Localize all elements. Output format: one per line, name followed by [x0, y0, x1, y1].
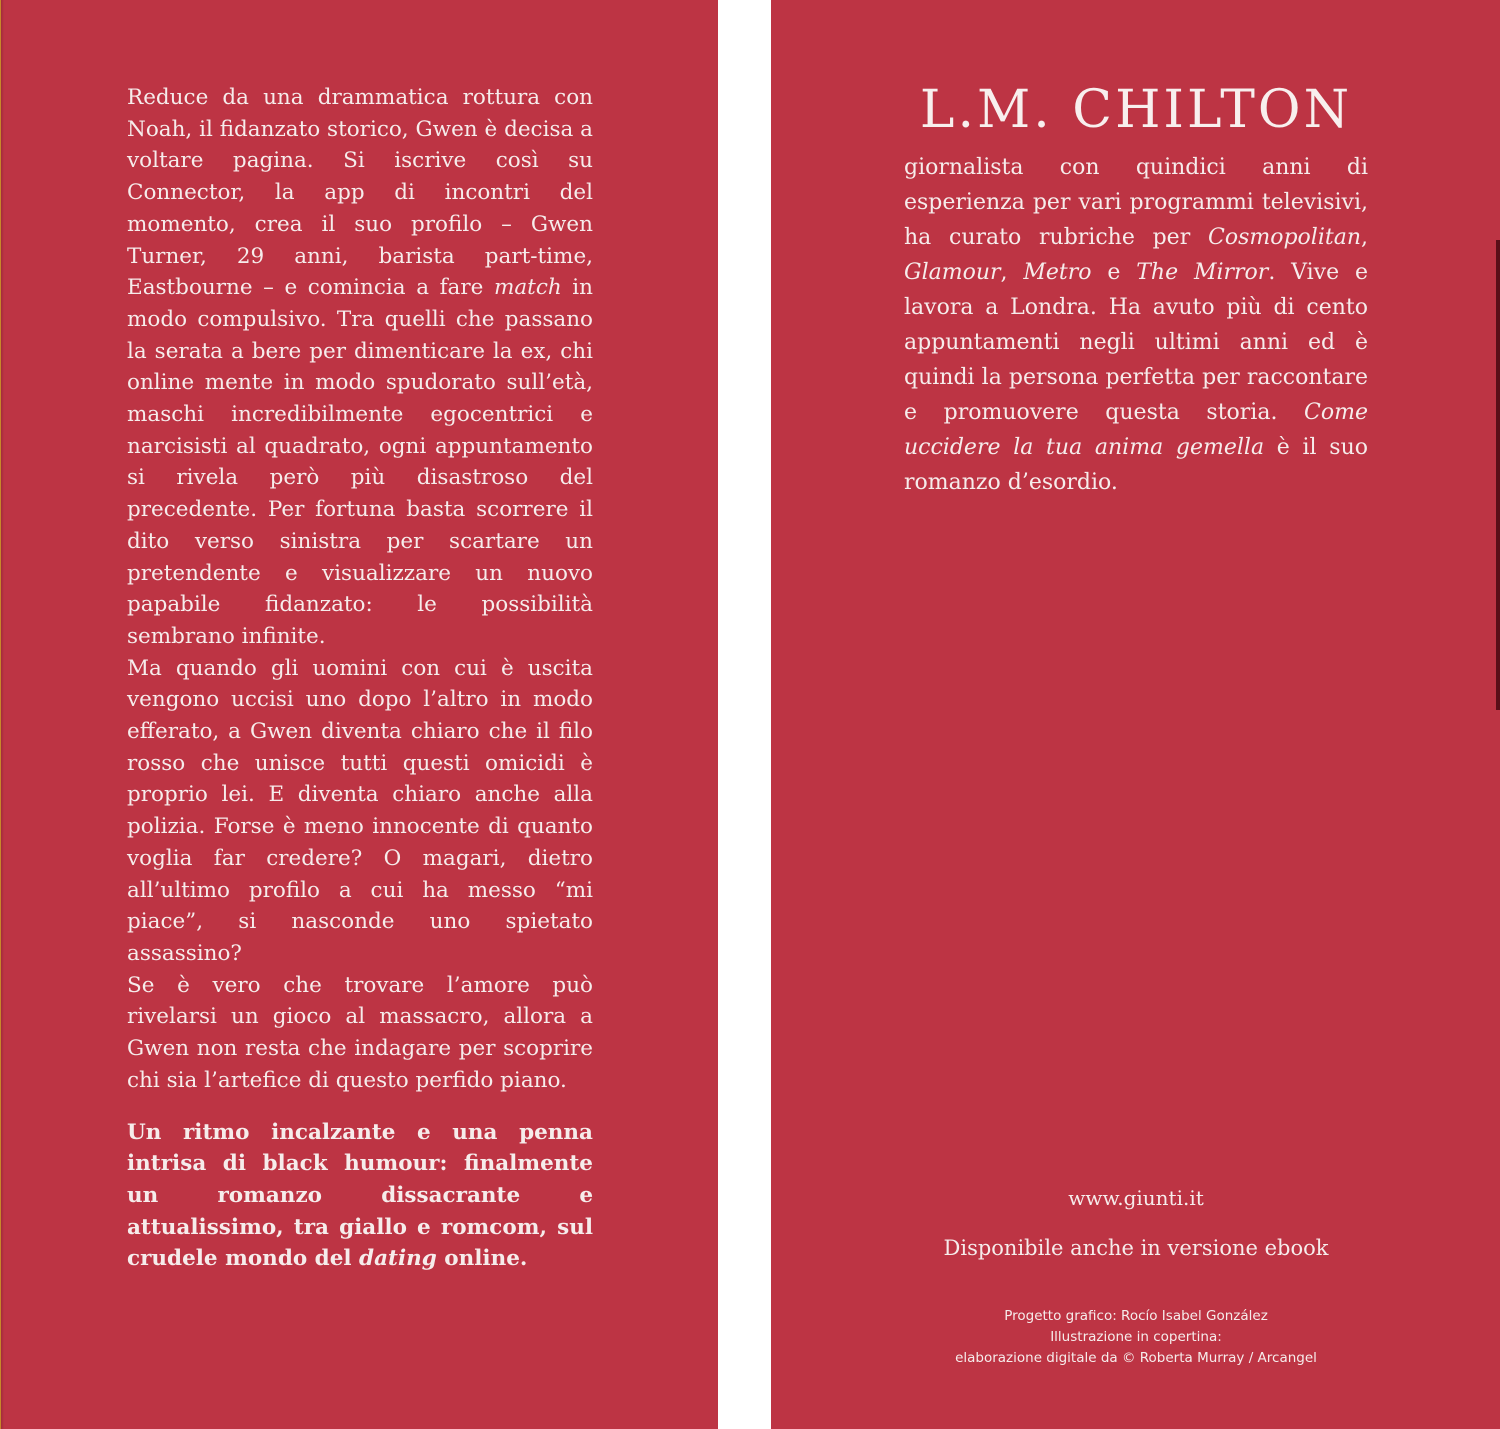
ebook-notice: Disponibile anche in versione ebook	[943, 1236, 1329, 1260]
text-run: online.	[436, 1246, 528, 1272]
author-bio	[904, 150, 1368, 500]
text-run: giornalista con quindici anni di esperienza per vari programmi televisivi, ha curato rubriche per	[904, 155, 1368, 250]
italic-run: Cosmopolitan	[1207, 225, 1361, 250]
text-run: ,	[1000, 260, 1024, 285]
credit-line: Progetto grafico: Rocío Isabel González	[1004, 1308, 1268, 1324]
text-run: Reduce da una drammatica rottura con Noah, il fidanzato storico, Gwen è decisa a voltare pagina. Si iscrive così su Connector, la app di incontri del momento, crea il suo profilo – Gwen Turner, 29 anni, barista part-time, Eastbourne – e comincia a fare	[127, 85, 593, 301]
italic-run: Metro	[1023, 260, 1092, 285]
credit-line: elaborazione digitale da © Roberta Murray / Arcangel	[955, 1350, 1317, 1366]
text-run: Ma quando gli uomini con cui è uscita vengono uccisi uno dopo l’altro in modo efferato, a Gwen diventa chiaro che il filo rosso che unisce tutti questi omicidi è proprio lei. E diventa chiaro anche alla polizia. Forse è meno innocente di quanto voglia far credere? O magari, dietro all’ultimo profilo a cui ha messo “mi piace”, si nasconde uno spietato assassino?	[127, 655, 593, 966]
flap-edge-dark	[1496, 240, 1500, 710]
text-run: Se è vero che trovare l’amore può rivelarsi un gioco al massacro, allora a Gwen non resta che indagare per scoprire chi sia l’artefice di questo perfido piano.	[127, 972, 593, 1093]
author-name: L.M. CHILTON	[919, 80, 1353, 140]
italic-run: dating	[359, 1246, 437, 1272]
synopsis-paragraph-2	[127, 653, 593, 970]
text-run: è il suo romanzo d’esordio.	[904, 435, 1368, 495]
credit-line: Illustrazione in copertina:	[1050, 1329, 1222, 1345]
synopsis-paragraph-3	[127, 970, 593, 1097]
tagline	[127, 1117, 593, 1276]
text-run: e	[1091, 260, 1137, 285]
back-flap	[0, 0, 718, 1429]
text-run: in modo compulsivo. Tra quelli che passano la serata a bere per dimenticare la ex, chi online mente in modo spudorato sull’età, maschi incredibilmente egocentrici e narcisisti al quadrato, ogni appuntamento si rivela però più disastroso del precedente. Per fortuna basta scorrere il dito verso sinistra per scartare un pretendente e visualizzare un nuovo papabile fidanzato: le possibilità sembrano infinite.	[127, 275, 594, 649]
author-bio-text	[904, 150, 1368, 500]
italic-run: Come uccidere la tua anima gemella	[904, 400, 1368, 460]
text-run: Un ritmo incalzante e una penna intrisa di black humour: finalmente un romanzo dissacrante e attualissimo, tra giallo e romcom, sul crudele mondo del	[127, 1119, 593, 1272]
synopsis-paragraph-1	[127, 82, 593, 653]
design-credits	[880, 1306, 1392, 1369]
italic-run: match	[493, 275, 562, 301]
text-run: ,	[1361, 225, 1368, 250]
italic-run: Glamour	[904, 260, 1001, 285]
text-run: . Vive e lavora a Londra. Ha avuto più di cento appuntamenti negli ultimi anni ed è quindi la persona perfetta per raccontare e promuovere questa storia.	[904, 260, 1368, 425]
synopsis	[127, 82, 593, 1275]
italic-run: The Mirror	[1136, 260, 1269, 285]
flap-edge	[0, 0, 4, 1429]
publisher-website: www.giunti.it	[1068, 1186, 1204, 1210]
